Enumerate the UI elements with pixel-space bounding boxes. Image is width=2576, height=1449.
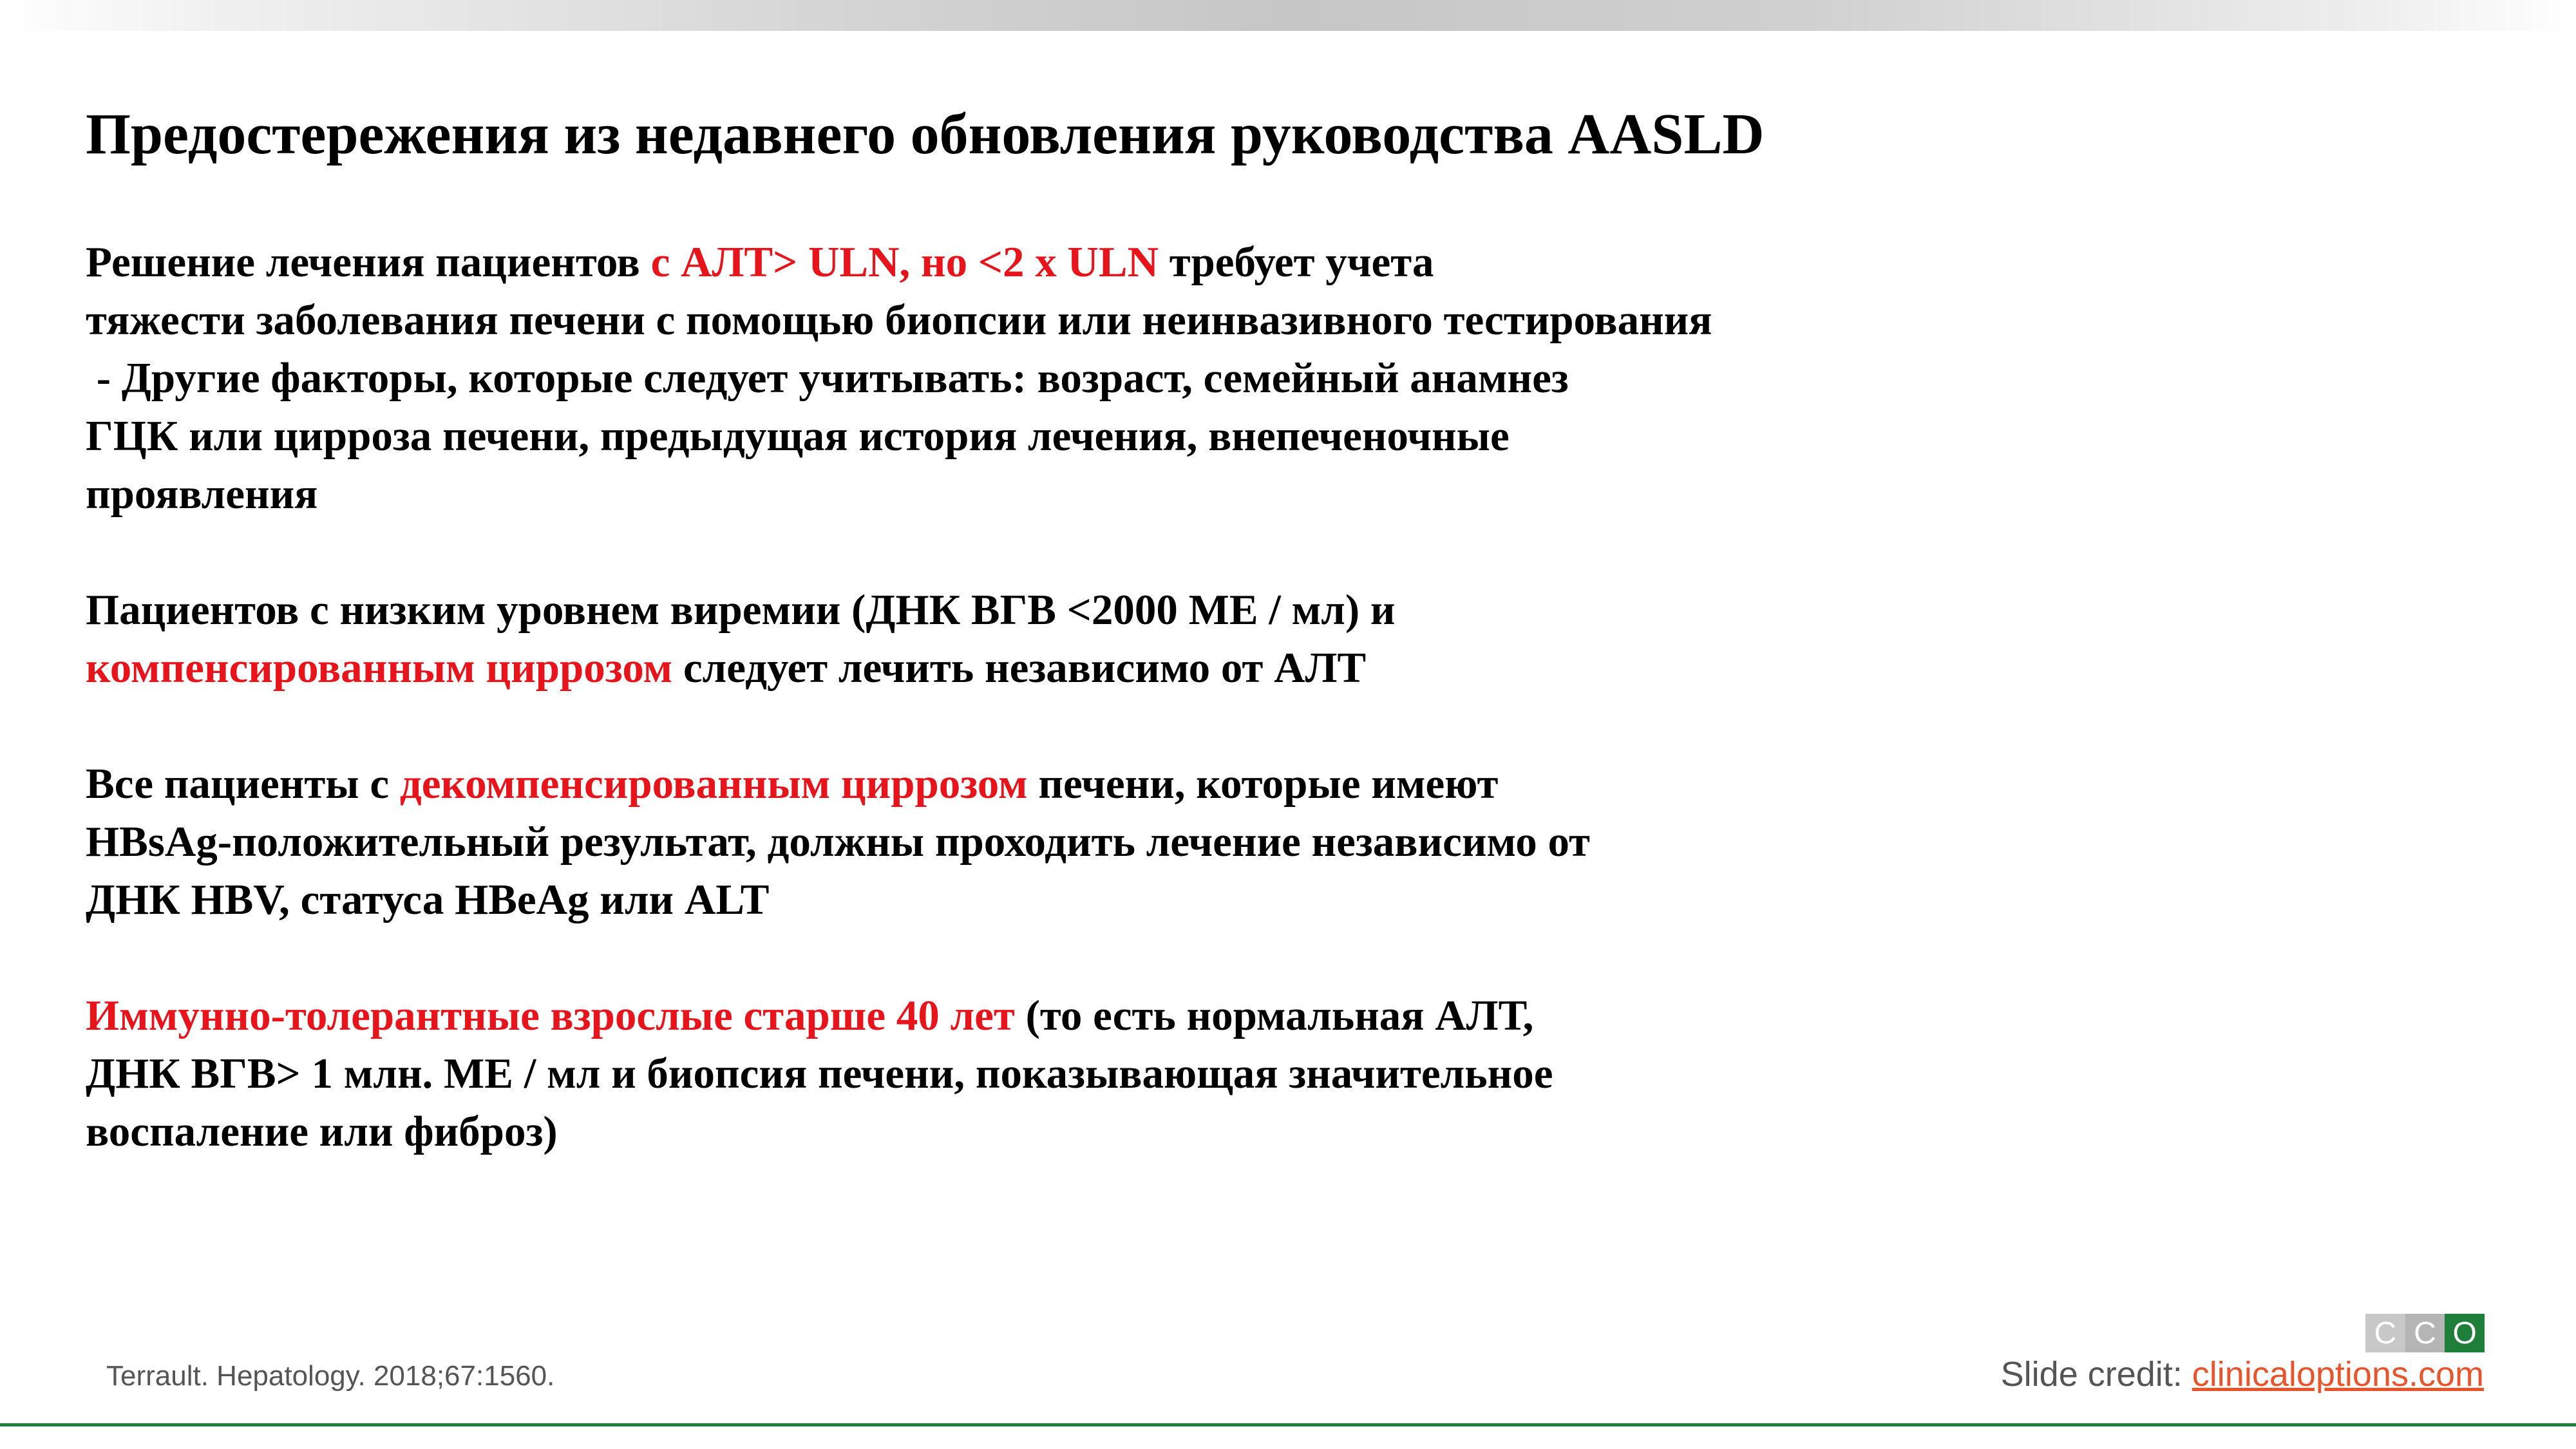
body-line xyxy=(86,987,2018,1045)
slide-credit-label: Slide credit: xyxy=(2000,1355,2192,1394)
paragraph-decompensated-cirrhosis xyxy=(86,755,2018,929)
body-text-segment: следует лечить независимо от АЛТ xyxy=(672,644,1367,692)
body-line: воспаление или фиброз) xyxy=(86,1108,558,1155)
top-gradient-bar xyxy=(0,0,2576,31)
paragraph-immune-tolerant xyxy=(86,987,2018,1160)
body-text-segment: (то есть нормальная АЛТ, xyxy=(1014,992,1534,1039)
citation-reference: Terrault. Hepatology. 2018;67:1560. xyxy=(106,1360,555,1392)
body-line: - Другие факторы, которые следует учитывать: возраст, семейный анамнез xyxy=(86,354,1569,402)
cco-logo xyxy=(2365,1314,2485,1352)
paragraph-alt-treatment xyxy=(86,233,2018,523)
logo-letter: C xyxy=(2405,1314,2445,1352)
logo-letter: O xyxy=(2445,1314,2485,1352)
slide-title: Предостережения из недавнего обновления руководства AASLD xyxy=(86,102,1765,166)
body-line xyxy=(86,755,2018,813)
body-line: ДНК HBV, статуса HBeAg или ALT xyxy=(86,876,770,923)
body-text-segment: печени, которые имеют xyxy=(1027,760,1499,808)
clinicaloptions-link[interactable]: clinicaloptions.com xyxy=(2192,1355,2484,1394)
body-line xyxy=(86,233,2018,291)
body-text-segment: требует учета xyxy=(1158,238,1434,286)
body-line xyxy=(86,639,2018,697)
body-line: тяжести заболевания печени с помощью биопсии или неинвазивного тестирования xyxy=(86,296,1712,344)
logo-letter: C xyxy=(2365,1314,2405,1352)
slide-body xyxy=(86,233,2018,1160)
highlight-text: декомпенсированным циррозом xyxy=(399,760,1028,808)
highlight-text: с АЛТ> ULN, но <2 x ULN xyxy=(650,238,1159,286)
body-line: Пациентов с низким уровнем виремии (ДНК ВГВ <2000 МЕ / мл) и xyxy=(86,586,1396,634)
body-text-segment: Решение лечения пациентов xyxy=(86,238,651,286)
body-text-segment: Все пациенты с xyxy=(86,760,400,808)
body-line: проявления xyxy=(86,470,318,518)
highlight-text: Иммунно-толерантные взрослые старше 40 лет xyxy=(86,992,1015,1039)
body-line: ГЦК или цирроза печени, предыдущая история лечения, внепеченочные xyxy=(86,412,1510,460)
highlight-text: компенсированным циррозом xyxy=(86,644,673,692)
slide-credit xyxy=(2001,1354,2484,1394)
body-line: HBsAg-положительный результат, должны проходить лечение независимо от xyxy=(86,818,1590,866)
paragraph-compensated-cirrhosis xyxy=(86,581,2018,697)
bottom-divider xyxy=(0,1423,2576,1426)
body-line: ДНК ВГВ> 1 млн. МЕ / мл и биопсия печени, показывающая значительное xyxy=(86,1050,1553,1097)
